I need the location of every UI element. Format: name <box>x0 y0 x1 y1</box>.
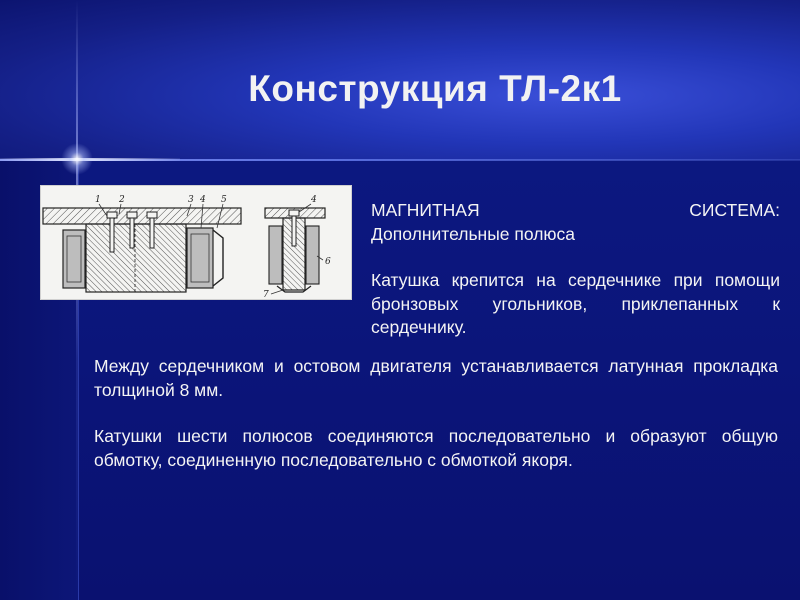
subheading: Дополнительные полюса <box>371 223 576 244</box>
figure-label: 1 <box>95 195 101 205</box>
heading-left: МАГНИТНАЯ <box>371 200 480 220</box>
winding-paragraph: Катушки шести полюсов соединяются последовательно и образуют общую обмотку, соединенную последовательно с обмоткой якоря. <box>94 426 778 470</box>
figure-label: 5 <box>221 195 227 205</box>
figure-label: 6 <box>325 257 331 267</box>
magnetic-system-heading <box>371 199 780 223</box>
figure-label: 4 <box>200 195 206 205</box>
flare-star-icon <box>61 143 93 175</box>
magnetic-system-text <box>371 199 780 340</box>
pole-drawing <box>40 185 352 300</box>
slide-title: Конструкция ТЛ-2к1 <box>248 68 622 109</box>
heading-right: СИСТЕМА: <box>689 200 780 220</box>
figure-label: 3 <box>188 195 194 205</box>
bracket <box>213 230 223 286</box>
frame-plate <box>43 208 241 224</box>
coil-mount-paragraph: Катушка крепится на сердечнике при помощи бронзовых угольников, приклепанных к сердечнику. <box>371 270 780 337</box>
figure-label: 2 <box>119 195 125 205</box>
pole-drawing-svg <box>41 186 351 299</box>
bolts <box>107 212 157 252</box>
pole-core <box>86 224 186 292</box>
main-text <box>94 355 778 472</box>
figure-label: 7 <box>263 290 269 299</box>
figure-label: 4 <box>311 195 317 205</box>
gasket-paragraph: Между сердечником и остовом двигателя устанавливается латунная прокладка толщиной 8 мм. <box>94 356 778 400</box>
coil-left <box>63 230 85 288</box>
